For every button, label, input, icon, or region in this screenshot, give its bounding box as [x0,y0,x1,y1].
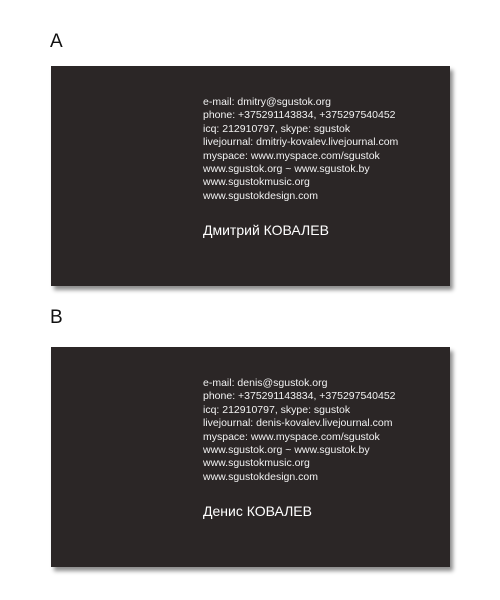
card-b-person-name: Денис КОВАЛЕВ [203,503,312,519]
card-a-website-design: www.sgustokdesign.com [203,189,318,202]
card-a-email: e-mail: dmitry@sgustok.org [203,96,331,108]
card-a-label: A [50,31,63,52]
card-a-person-name: Дмитрий КОВАЛЕВ [203,222,329,238]
card-a-phone: phone: +375291143834, +375297540452 [203,109,396,122]
card-a-myspace: myspace: www.myspace.com/sgustok [203,149,380,162]
card-a-icq-skype: icq: 212910797, skype: sgustok [203,122,351,135]
card-b-website-design: www.sgustokdesign.com [203,470,318,483]
card-b-myspace: myspace: www.myspace.com/sgustok [203,430,380,443]
card-b-phone: phone: +375291143834, +375297540452 [203,390,396,403]
card-a-website-music: www.sgustokmusic.org [203,176,310,189]
card-b-website-music: www.sgustokmusic.org [203,457,310,470]
card-a-contact-list [203,96,398,203]
card-b-website-org-by: www.sgustok.org ~ www.sgustok.by [203,444,370,457]
card-a-website-org-by: www.sgustok.org ~ www.sgustok.by [203,163,370,176]
card-a-livejournal: livejournal: dmitriy-kovalev.livejournal.com [203,136,399,149]
card-b-icq-skype: icq: 212910797, skype: sgustok [203,403,351,416]
card-b-label: B [50,307,63,328]
card-b-email: e-mail: denis@sgustok.org [203,377,328,389]
business-card-a [51,66,450,286]
card-b-contact-list [203,377,396,484]
business-card-b [51,347,450,567]
card-b-livejournal: livejournal: denis-kovalev.livejournal.com [203,417,393,430]
